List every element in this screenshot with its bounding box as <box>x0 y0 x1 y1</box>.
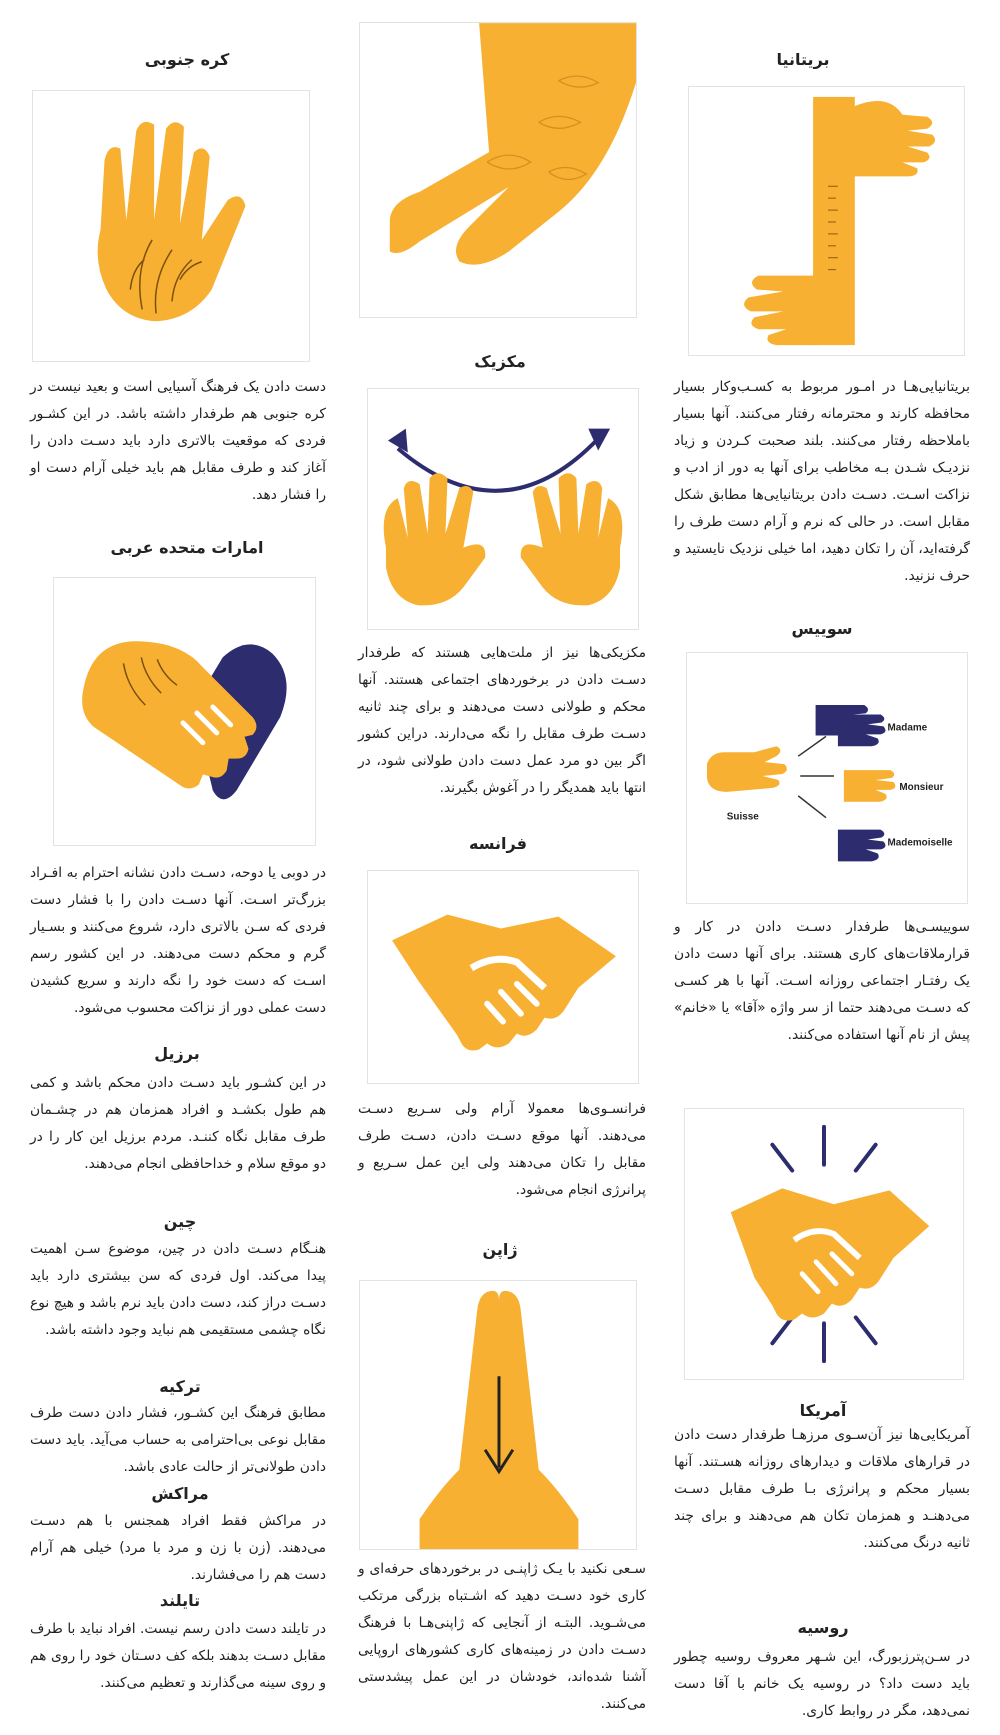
kissed-hand-illustration <box>359 22 637 318</box>
praying-hands-icon <box>360 1281 636 1549</box>
text-south-korea: دست دادن یک فرهنگ آسیایی است و بعید نیست در کره جنوبی هم طرفدار داشته باشد. در این کشـور فردی که موقعیت بالاتری دارد باید دسـت دادن را آغاز کند و طرف مقابل هم باید خیلی آرام دست او را فشار دهد. <box>30 379 326 503</box>
switzerland-illustration <box>686 652 968 904</box>
text-mexico: مکزیکی‌ها نیز از ملت‌هایی هستند که طرفدار دسـت دادن در برخوردهای اجتماعی هستند. آنها محکم و طولانی دست می‌دهند و برای چند ثانیه دسـت طرف مقابل را نگه می‌دارند. دراین کشور اگر بین دو مرد عمل دست دادن طولانی شود، در انتها باید همدیگر را در آغوش بگیرند. <box>358 645 646 796</box>
mexico-illustration <box>367 388 639 630</box>
text-china: هنـگام دسـت دادن در چین، موضوع سـن اهمیت پیدا می‌کند. اول فردی که سن بیشتری دارد باید دسـت دراز کند، دست دادن باید نرم باشد و هیچ نوع نگاه چشمی مستقیمی هم نباید وجود داشته باشد. <box>30 1241 326 1338</box>
title-uae: امارات متحده عربی <box>110 538 264 557</box>
title-russia: روسیه <box>797 1618 849 1637</box>
title-south-korea: کره جنوبی <box>144 50 230 69</box>
swiss-hands-icon <box>687 653 967 903</box>
title-france: فرانسه <box>469 834 527 853</box>
usa-illustration <box>684 1108 964 1380</box>
label-mademoiselle: Mademoiselle <box>887 837 953 849</box>
uae-illustration <box>53 577 316 846</box>
title-marrakesh: مراکش <box>151 1484 209 1503</box>
kissed-hand-icon <box>360 23 636 317</box>
text-france: فرانسـوی‌ها معمولا آرام ولی سـریع دسـت می‌دهند. آنها موقع دسـت دادن، دسـت طرف مقابل را تکان می‌دهند ولی این عمل سـریع و پرانرژی انجام می‌شود. <box>358 1101 646 1198</box>
label-monsieur: Monsieur <box>899 781 944 793</box>
text-uae: در دوبی یا دوحه، دسـت دادن نشانه احترام به افـراد بزرگ‌تر اسـت. آنها دسـت دادن را با فشار دست فردی که سـن بالاتری دارد، شروع می‌کنند و بسـیار گرم و محکم دست می‌دهند. در این کشور رسم اسـت که دست خود را نگه دارند و سریع کشیدن دست عملی دور از نزاکت محسوب می‌شود. <box>30 865 326 1016</box>
text-marrakesh: در مراکش فقط افراد همجنس با هم دسـت می‌دهند. (زن با زن و مرد با مرد) خیلی هم آرام دست هم را می‌فشارند. <box>30 1513 326 1583</box>
radiant-handshake-icon <box>685 1109 963 1379</box>
two-hands-arc-icon <box>368 389 638 629</box>
open-palm-icon <box>33 91 309 361</box>
south-korea-illustration <box>32 90 310 362</box>
title-brazil: برزیل <box>154 1044 200 1063</box>
text-usa: آمریکایی‌ها نیز آن‌سـوی مرزهـا طرفدار دست دادن در قرارهای ملاقات و دیدارهای روزانه هسـتند. آنها بسیار محکم و پرانرژی بـا طرف مقابل دسـت می‌دهنـد و همزمان تکان هم می‌دهند و برای چند ثانیه درنگ می‌کنند. <box>674 1427 970 1551</box>
text-japan: سـعی نکنید با یـک ژاپنـی در برخوردهای حرفه‌ای و کاری خود دسـت دهید که اشـتباه بزرگی مرتکب می‌شـوید. البتـه از آنجایی که ژاپنی‌هـا با فرهنگ دسـت دادن در زمینه‌های کاری کشورهای اروپایی آشنا شده‌اند، خودشان در این عمل پیشدستی می‌کنند. <box>358 1561 646 1712</box>
measuring-hands-icon <box>689 87 964 355</box>
france-illustration <box>367 870 639 1084</box>
title-mexico: مکزیک <box>474 352 526 371</box>
title-thailand: تایلند <box>159 1591 201 1610</box>
title-turkey: ترکیه <box>159 1377 201 1396</box>
text-turkey: مطابق فرهنگ این کشـور، فشار دادن دست طرف مقابل نوعی بی‌احترامی به حساب می‌آید. باید دست دادن طولانی‌تر از حالت عادی باشد. <box>30 1405 326 1475</box>
label-suisse: Suisse <box>726 811 759 823</box>
title-china: چین <box>163 1212 197 1231</box>
britain-illustration <box>688 86 965 356</box>
text-britain: بریتانیایی‌هـا در امـور مربوط به کسـب‌وکار بسیار محافظه کارند و محترمانه رفتار می‌کنند. آنها بسیار باملاحظه رفتار می‌کنند. بلند صحبت کـردن و زیاد نزدیـک شـدن بـه مخاطب برای آنها به دور از ادب و نزاکت اسـت. دسـت دادن بریتانیایی‌ها مطابق شکل مقابل است. در حالی که نرم و آرام دست طرف را گرفته‌اید، آن را تکان دهید، اما خیلی نزدیک نایستید و حرف نزنید. <box>674 379 970 584</box>
title-japan: ژاپن <box>482 1240 518 1259</box>
text-switzerland: سوییسـی‌ها طرفدار دسـت دادن در کار و قرارملاقات‌های کاری هستند. برای آنها دست دادن یک رفتـار اجتماعی روزانه اسـت. آنها با هر کسـی که دسـت می‌دهند حتما از سر واژه «آقا» یا «خانم» پیش از نام آنها استفاده می‌کنند. <box>674 919 970 1043</box>
text-brazil: در این کشـور باید دسـت دادن محکم باشد و کمی هم طول بکشـد و افراد همزمان هم در چشـمان طرف مقابل نگاه کننـد. مردم برزیل این کار را در دو موقع سلام و خداحافظی انجام می‌دهند. <box>30 1075 326 1172</box>
japan-illustration <box>359 1280 637 1550</box>
heart-handshake-icon <box>54 578 315 845</box>
label-madame: Madame <box>887 722 928 734</box>
text-thailand: در تایلند دست دادن رسم نیست. افراد نباید با طرف مقابل دسـت بدهند بلکه کف دسـتان خود را روی هم و روی سینه می‌گذارند و تعظیم می‌کنند. <box>30 1621 326 1691</box>
title-britain: بریتانیا <box>776 50 830 69</box>
title-usa: آمریکا <box>799 1401 847 1420</box>
handshake-icon <box>368 871 638 1083</box>
title-switzerland: سوییس <box>791 619 853 638</box>
text-russia: در سـن‌پترزبورگ، این شـهر معروف روسیه چطور باید دست داد؟ در روسیه یک خانم با آقا دست نمی‌دهد، مگر در روابط کاری. <box>674 1649 970 1719</box>
